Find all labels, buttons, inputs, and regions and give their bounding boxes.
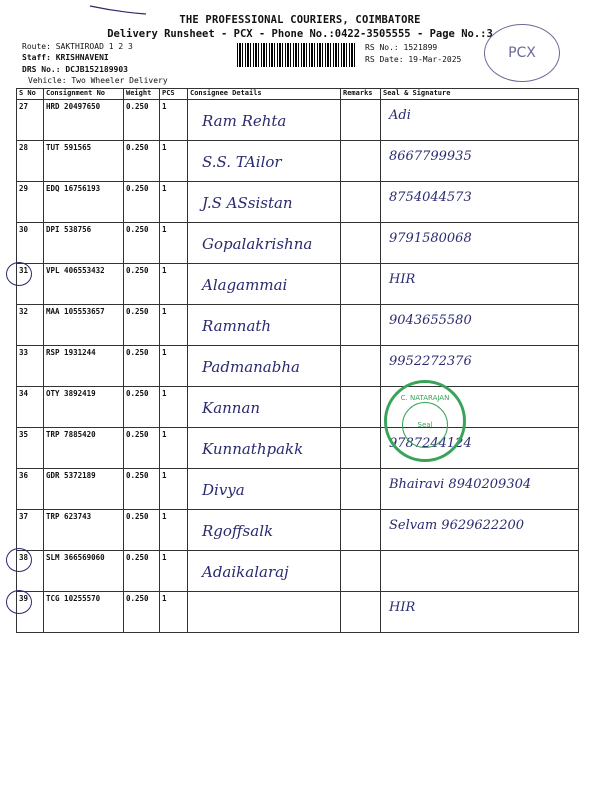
row-signature: 9791580068 <box>389 231 472 246</box>
seal-name: C. NATARAJAN <box>400 394 450 402</box>
row-consignment-no: RSP 1931244 <box>46 348 96 357</box>
row-consignee: S.S. TAilor <box>202 153 282 171</box>
row-consignee: Alagammai <box>202 276 288 294</box>
row-pcs: 1 <box>162 348 167 357</box>
table-row <box>17 182 579 223</box>
table-row <box>17 305 579 346</box>
row-consignee: Kunnathpakk <box>202 440 304 458</box>
row-pcs: 1 <box>162 102 167 111</box>
table-row <box>17 264 579 305</box>
row-signature: Adi <box>389 108 411 123</box>
row-consignment-no: EDQ 16756193 <box>46 184 101 193</box>
row-consignment-no: MAA 105553657 <box>46 307 105 316</box>
row-consignment-no: SLM 366569060 <box>46 553 105 562</box>
row-weight: 0.250 <box>126 307 149 316</box>
row-consignment-no: TCG 10255570 <box>46 594 101 603</box>
table-row <box>17 469 579 510</box>
table-row <box>17 592 579 633</box>
barcode <box>237 43 357 67</box>
row-signature: 8667799935 <box>389 149 472 164</box>
row-signature: Bhairavi 8940209304 <box>389 477 532 492</box>
row-remarks <box>341 100 381 141</box>
row-31-circle <box>6 262 32 286</box>
table-row <box>17 223 579 264</box>
row-39-circle <box>6 590 32 614</box>
row-weight: 0.250 <box>126 348 149 357</box>
row-sno: 33 <box>19 348 29 357</box>
row-pcs: 1 <box>162 471 167 480</box>
row-signature: 8754044573 <box>389 190 472 205</box>
row-sno: 34 <box>19 389 29 398</box>
row-remarks <box>341 141 381 182</box>
row-sno: 32 <box>19 307 29 316</box>
drs-number: DRS No.: DCJB152189903 <box>22 65 128 74</box>
table-row <box>17 387 579 428</box>
company-title: THE PROFESSIONAL COURIERS, COIMBATORE <box>179 14 421 26</box>
row-38-circle <box>6 548 32 572</box>
row-weight: 0.250 <box>126 389 149 398</box>
row-sno: 36 <box>19 471 29 480</box>
col-consignee: Consignee Details <box>188 89 341 100</box>
row-weight: 0.250 <box>126 594 149 603</box>
row-consignee: Gopalakrishna <box>202 235 313 253</box>
table-row <box>17 510 579 551</box>
row-consignee: Adaikalaraj <box>202 563 289 581</box>
row-remarks <box>341 387 381 428</box>
table-row <box>17 346 579 387</box>
col-consignment: Consignment No <box>44 89 124 100</box>
row-remarks <box>341 469 381 510</box>
row-sno: 28 <box>19 143 29 152</box>
row-weight: 0.250 <box>126 553 149 562</box>
row-sno: 37 <box>19 512 29 521</box>
row-weight: 0.250 <box>126 266 149 275</box>
col-signature: Seal & Signature <box>381 89 579 100</box>
row-pcs: 1 <box>162 184 167 193</box>
row-signature: HIR <box>389 272 416 287</box>
row-remarks <box>341 510 381 551</box>
row-sno: 30 <box>19 225 29 234</box>
table-row <box>17 428 579 469</box>
row-consignment-no: TRP 623743 <box>46 512 92 521</box>
row-pcs: 1 <box>162 389 167 398</box>
row-signature: Selvam 9629622200 <box>389 518 525 533</box>
row-pcs: 1 <box>162 512 167 521</box>
row-signature <box>383 551 576 559</box>
row-sno: 27 <box>19 102 29 111</box>
row-signature: 9043655580 <box>389 313 472 328</box>
row-weight: 0.250 <box>126 143 149 152</box>
row-consignee: Ram Rehta <box>202 112 287 130</box>
row-sno: 35 <box>19 430 29 439</box>
row-consignee: Divya <box>202 481 245 499</box>
row-consignment-no: TRP 7885420 <box>46 430 96 439</box>
natarajan-seal <box>384 380 466 462</box>
seal-label: Seal <box>417 421 433 429</box>
row-weight: 0.250 <box>126 471 149 480</box>
row-pcs: 1 <box>162 430 167 439</box>
row-remarks <box>341 223 381 264</box>
table-row <box>17 100 579 141</box>
col-pcs: PCS <box>160 89 188 100</box>
row-weight: 0.250 <box>126 512 149 521</box>
row-remarks <box>341 428 381 469</box>
row-weight: 0.250 <box>126 225 149 234</box>
row-consignee: Padmanabha <box>202 358 300 376</box>
col-remarks: Remarks <box>341 89 381 100</box>
row-consignee <box>190 592 338 604</box>
runsheet-subtitle: Delivery Runsheet - PCX - Phone No.:0422-3505555 - Page No.:3 <box>107 28 493 40</box>
row-consignee: J.S ASsistan <box>202 194 293 212</box>
table-header <box>17 89 579 100</box>
row-sno: 39 <box>19 594 29 603</box>
row-consignment-no: VPL 406553432 <box>46 266 105 275</box>
row-consignee: Rgoffsalk <box>202 522 274 540</box>
row-remarks <box>341 551 381 592</box>
runsheet-table <box>16 88 579 633</box>
row-pcs: 1 <box>162 307 167 316</box>
row-remarks <box>341 305 381 346</box>
row-pcs: 1 <box>162 594 167 603</box>
route-label: Route: SAKTHIROAD 1 2 3 <box>22 42 133 51</box>
row-consignment-no: DPI 538756 <box>46 225 92 234</box>
vehicle-label: Vehicle: Two Wheeler Delivery <box>28 76 168 85</box>
row-sno: 31 <box>19 266 29 275</box>
row-consignment-no: GDR 5372189 <box>46 471 96 480</box>
row-consignment-no: TUT 591565 <box>46 143 92 152</box>
row-consignment-no: HRD 20497650 <box>46 102 101 111</box>
row-weight: 0.250 <box>126 430 149 439</box>
row-remarks <box>341 264 381 305</box>
row-pcs: 1 <box>162 553 167 562</box>
row-consignment-no: OTY 3892419 <box>46 389 96 398</box>
row-consignee: Ramnath <box>202 317 272 335</box>
table-row <box>17 141 579 182</box>
rs-number: RS No.: 1521899 <box>365 43 438 52</box>
staff-label: Staff: KRISHNAVENI <box>22 53 109 62</box>
row-remarks <box>341 592 381 633</box>
row-pcs: 1 <box>162 143 167 152</box>
row-weight: 0.250 <box>126 102 149 111</box>
row-signature: HIR <box>389 600 416 615</box>
row-sno: 29 <box>19 184 29 193</box>
col-weight: Weight <box>124 89 160 100</box>
row-pcs: 1 <box>162 225 167 234</box>
row-weight: 0.250 <box>126 184 149 193</box>
table-row <box>17 551 579 592</box>
row-remarks <box>341 346 381 387</box>
row-remarks <box>341 182 381 223</box>
row-signature: 9787244124 <box>389 436 472 451</box>
row-pcs: 1 <box>162 266 167 275</box>
col-sno: S No <box>17 89 44 100</box>
row-consignee: Kannan <box>202 399 261 417</box>
row-sno: 38 <box>19 553 29 562</box>
row-signature: 9952272376 <box>389 354 472 369</box>
rs-date: RS Date: 19-Mar-2025 <box>365 55 462 64</box>
pcx-stamp: PCX <box>484 24 560 82</box>
